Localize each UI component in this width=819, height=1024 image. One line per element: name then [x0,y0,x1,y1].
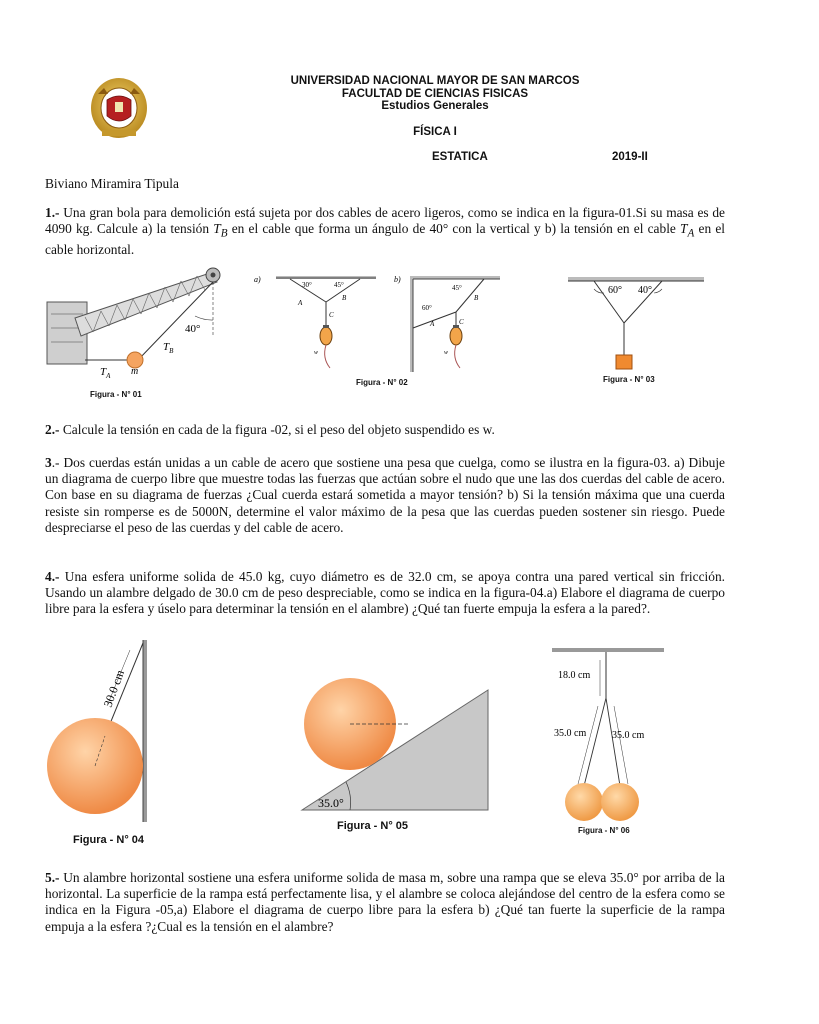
problem-5: 5.- Un alambre horizontal sostiene una esfera uniforme solida de masa m, sobre una rampa que se eleva 35.0° por arriba de la horizontal. La superficie de la rampa está perfectamente lisa, y el alambre se coloca alejándose del centro de la esfera como se indica en la Figura -05,a) Elabore el diagrama de cuerpo libre para la esfera b) ¿Qué tan fuerte la superficie de la rampa empuja a la esfera ?¿Cual es la tensión en el alambre? [45,870,725,934]
svg-text:C: C [329,311,334,319]
fig01-ta-label: $T_A$ [100,366,111,380]
fig01-tb-label: $T_B$ [163,341,174,355]
topic-name: ESTATICA [432,151,488,163]
figure-03 [566,275,706,370]
fig01-angle-label: 40° [185,323,201,335]
svg-text:30°: 30° [302,281,312,289]
figure-06-caption: Figura - N° 06 [578,826,630,835]
svg-text:45°: 45° [452,284,462,292]
svg-text:45°: 45° [334,281,344,289]
svg-text:B: B [342,294,347,302]
svg-text:C: C [459,318,464,326]
fig04-length-label: 30.0 cm [100,667,128,710]
svg-text:b): b) [394,275,401,284]
fig01-mass-label: m [131,366,139,377]
problem-4: 4.- Una esfera uniforme solida de 45.0 kg, cuyo diámetro es de 32.0 cm, se apoya contra una pared vertical sin fricción. Usando un alambre delgado de 30.0 cm de peso despreciable, como se indica en la figura-04.a) Elabore el diagrama de cuerpo libre para la esfera y úselo para determinar la tensión en el alambre) ¿Qué tan fuerte empuja la esfera a la pared?. [45,569,725,617]
svg-text:A: A [430,320,435,328]
fig06-top-label: 18.0 cm [558,670,591,681]
fig05-angle-label: 35.0° [318,796,344,810]
figure-02-caption: Figura - N° 02 [356,378,408,387]
figure-01-crane [45,262,235,380]
figure-05-caption: Figura - N° 05 [337,820,409,832]
course-name: FÍSICA I [413,126,457,138]
faculty-name: FACULTAD DE CIENCIAS FISICAS [341,88,529,100]
figure-01-caption: Figura - N° 01 [90,390,142,399]
figure-05 [300,680,490,815]
figure-04-caption: Figura - N° 04 [73,834,145,846]
svg-text:w: w [314,350,319,356]
figure-02a [254,272,384,372]
fig06-left-label: 35.0 cm [554,728,587,739]
term: 2019-II [612,151,648,163]
svg-text:40°: 40° [638,285,652,296]
figure-02b [394,272,504,372]
studies-name: Estudios Generales [381,100,489,112]
problem-3: 3.- Dos cuerdas están unidas a un cable de acero que sostiene una pesa que cuelga, como se ilustra en la figura-03. a) Dibuje un diagrama de cuerpo libre que muestre todas las fuerzas que actúan sobre el nudo que une las dos cuerdas del cable de acero. Con base en su diagrama de fuerzas ¿Cual cuerda estará sometida a mayor tensión? b) Si la tensión máxima que una cuerda resiste sin romperse es de 5000N, determine el valor máximo de la pesa que las cuerdas pueden sostener sin riesgo. Puede despreciarse el peso de las cuerdas y del cable de acero. [45,455,725,535]
svg-text:60°: 60° [422,304,432,312]
author-name: Biviano Miramira Tipula [45,176,179,191]
figure-06 [548,646,668,824]
fig06-right-label: 35.0 cm [612,730,645,741]
problem-2: 2.- Calcule la tensión en cada de la figura -02, si el peso del objeto suspendido es w. [45,422,495,437]
problem-1: 1.- Una gran bola para demolición está sujeta por dos cables de acero ligeros, como se indica en la figura-01.Si su masa es de 4090 kg. Calcule a) la tensión $T_B$ en el cable que forma un ángulo de 40° con la vertical y b) la tensión en el cable $T_A$ en el cable horizontal. [45,205,725,258]
svg-text:A: A [298,299,303,307]
svg-text:w: w [444,350,449,356]
university-name: UNIVERSIDAD NACIONAL MAYOR DE SAN MARCOS [290,75,580,87]
figure-03-caption: Figura - N° 03 [603,375,655,384]
svg-text:a): a) [254,275,261,284]
svg-text:60°: 60° [608,285,622,296]
svg-text:B: B [474,294,479,302]
figure-04 [45,640,165,822]
